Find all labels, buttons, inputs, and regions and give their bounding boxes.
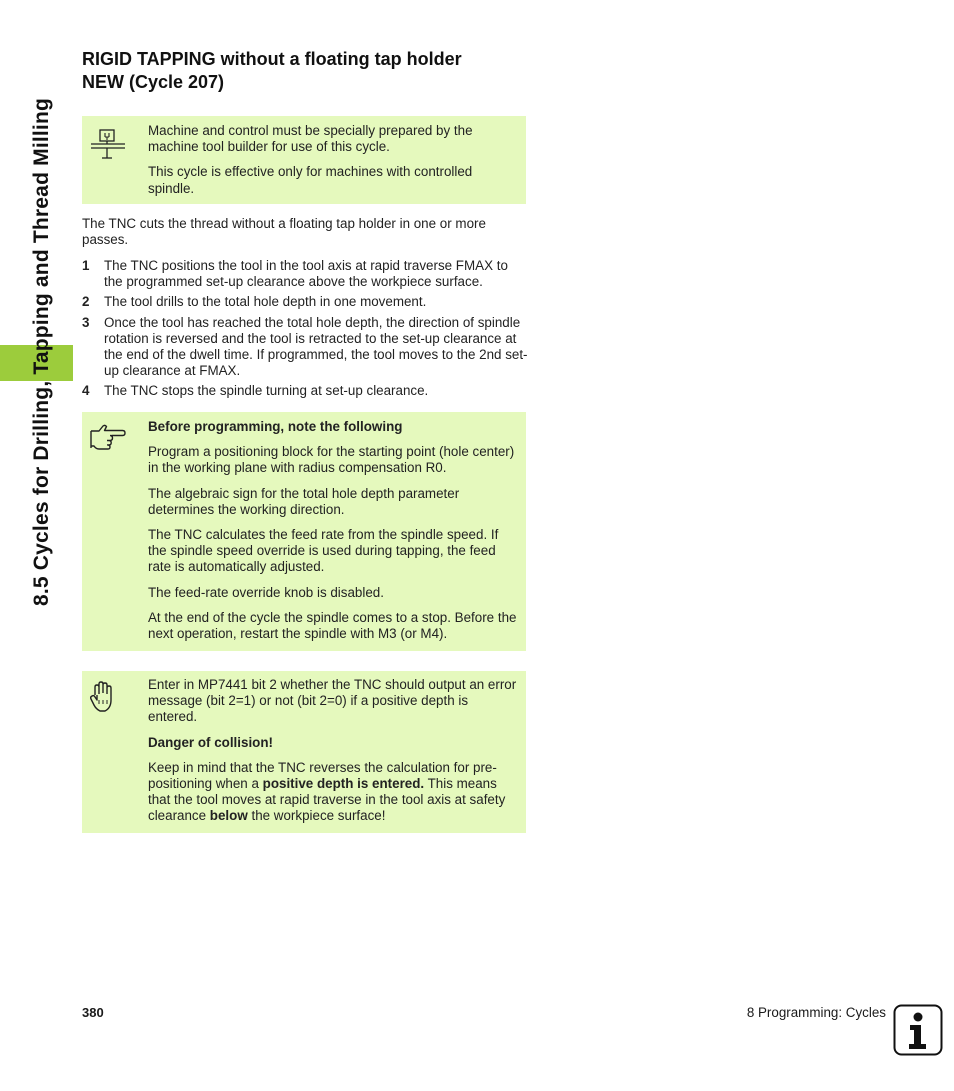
- list-item: 1 The TNC positions the tool in the tool axis at rapid traverse FMAX to the programmed set-up clearance above the workpiece surface.: [82, 258, 508, 290]
- heading-line-2: NEW (Cycle 207): [82, 72, 225, 92]
- list-item: 4 The TNC stops the spindle turning at set-up clearance.: [82, 383, 429, 399]
- programming-note-text-2: The algebraic sign for the total hole depth parameter determines the working direction.: [148, 485, 460, 517]
- programming-note-box: [82, 412, 526, 651]
- machine-note-text-1: Machine and control must be specially prepared by the machine tool builder for use of this cycle.: [148, 123, 473, 155]
- raised-hand-icon: [90, 681, 116, 715]
- list-item: 3 Once the tool has reached the total hole depth, the direction of spindle rotation is reversed and the tool is retracted to the set-up clearance at the end of the dwell time. If programmed, the tool moves to the 2nd set-up clearance at FMAX.: [82, 314, 528, 379]
- warning-note-text-2: Keep in mind that the TNC reverses the calculation for pre-positioning when a positive depth is entered. This means that the tool moves at rapid traverse in the tool axis at safety clearance below the workpiece surface!: [148, 759, 506, 824]
- programming-note-title: Before programming, note the following: [148, 419, 403, 434]
- programming-note-text-3: The TNC calculates the feed rate from the spindle speed. If the spindle speed override is used during tapping, the feed rate is automatically adjusted.: [148, 527, 499, 575]
- heading-line-1: RIGID TAPPING without a floating tap holder: [82, 49, 462, 69]
- machine-icon: [90, 126, 126, 162]
- danger-heading: Danger of collision!: [148, 734, 273, 750]
- pointing-hand-icon: [88, 422, 128, 458]
- steps-list: [82, 258, 528, 400]
- list-item: 2 The tool drills to the total hole depth in one movement.: [82, 294, 427, 310]
- intro-paragraph-block: [82, 216, 528, 248]
- programming-note-text-4: The feed-rate override knob is disabled.: [148, 584, 384, 600]
- machine-note-box: [82, 116, 526, 204]
- steps-list-block: [82, 258, 528, 404]
- warning-note-text-1: Enter in MP7441 bit 2 whether the TNC should output an error message (bit 2=1) or not (bit 2=0) if a positive depth is entered.: [148, 677, 517, 725]
- programming-note-text-5: At the end of the cycle the spindle comes to a stop. Before the next operation, restart the spindle with M3 (or M4).: [148, 609, 517, 642]
- programming-note-text-1: Program a positioning block for the starting point (hole center) in the working plane with radius compensation R0.: [148, 444, 515, 476]
- page-number: 380: [82, 1005, 104, 1020]
- warning-note-box: [82, 671, 526, 833]
- side-chapter-title: 8.5 Cycles for Drilling, Tapping and Thread Milling: [30, 97, 53, 607]
- info-icon: [893, 1004, 943, 1056]
- intro-paragraph: The TNC cuts the thread without a floating tap holder in one or more passes.: [82, 216, 486, 248]
- footer-chapter-title: 8 Programming: Cycles: [746, 1005, 886, 1020]
- page-heading: [82, 48, 532, 94]
- machine-note-text-2: This cycle is effective only for machines with controlled spindle.: [148, 164, 473, 196]
